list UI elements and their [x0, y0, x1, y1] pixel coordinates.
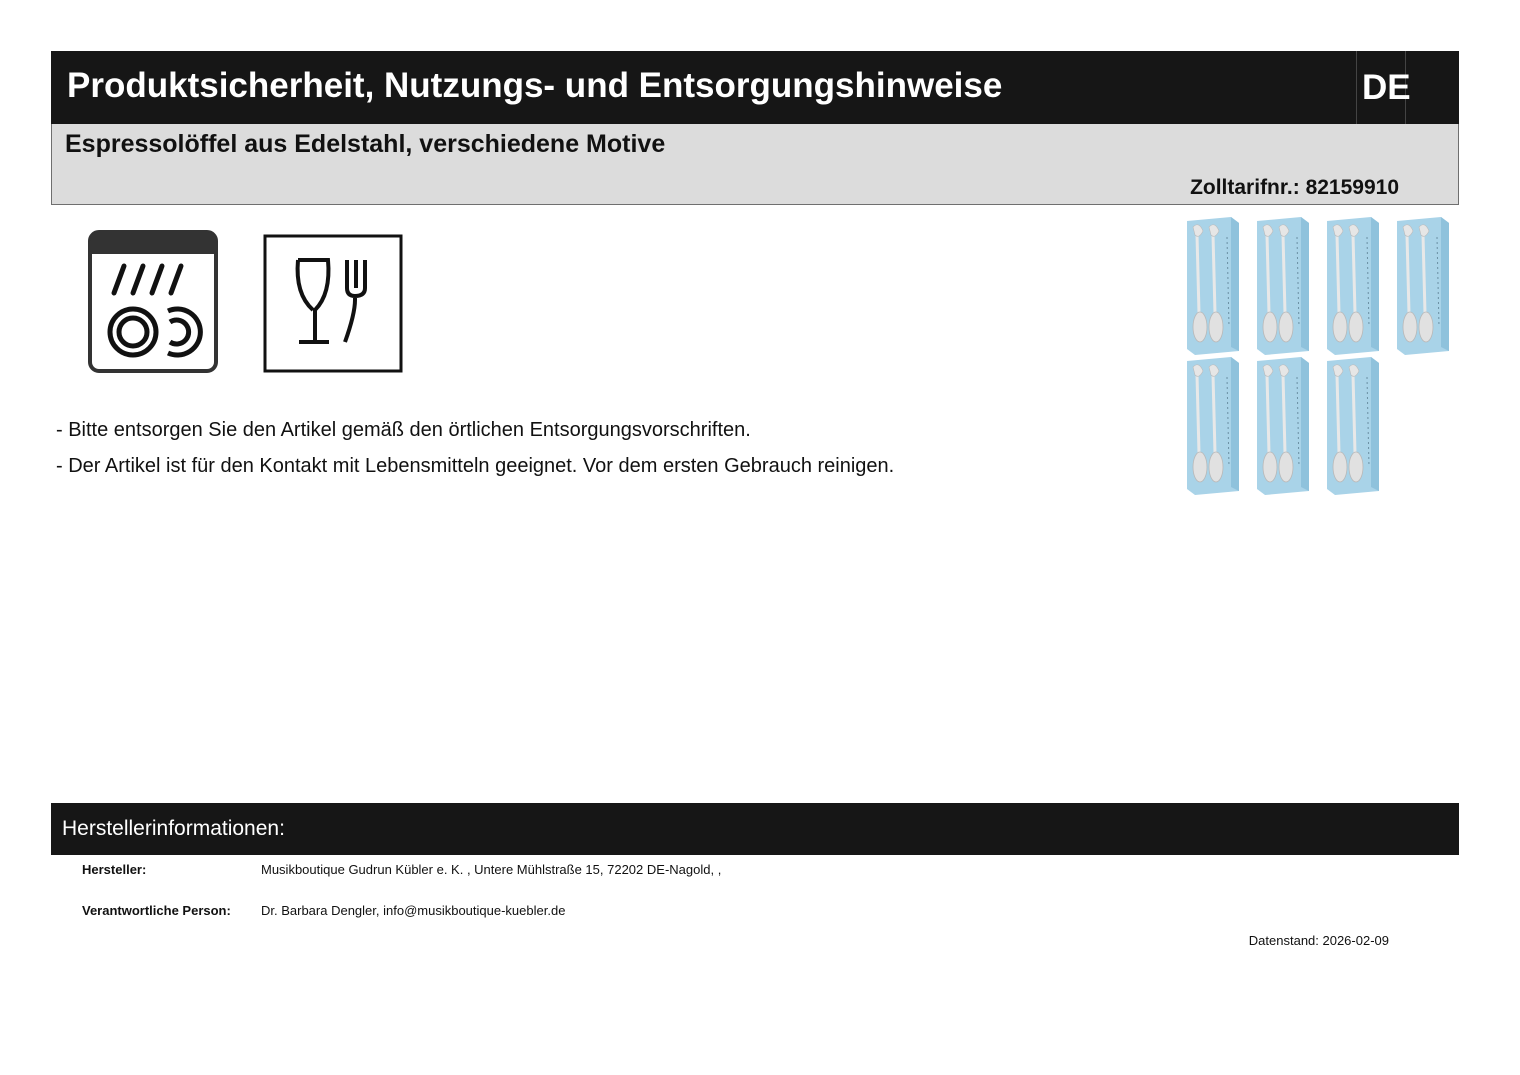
note-food-contact: - Der Artikel ist für den Kontakt mit Lebensmitteln geeignet. Vor dem ersten Gebrauch reinigen.: [56, 455, 895, 477]
product-header: [51, 124, 1459, 205]
product-box-image: [1323, 217, 1381, 355]
product-box-image: [1253, 217, 1311, 355]
product-box-image: [1253, 357, 1311, 495]
product-box-image: [1183, 357, 1241, 495]
manufacturer-value: Musikboutique Gudrun Kübler e. K. , Untere Mühlstraße 15, 72202 DE-Nagold, ,: [261, 862, 722, 877]
manufacturer-header: [51, 803, 1459, 855]
responsible-person-value: Dr. Barbara Dengler, info@musikboutique-kuebler.de: [261, 903, 566, 918]
responsible-person-label: Verantwortliche Person:: [82, 903, 231, 918]
manufacturer-section-title: Herstellerinformationen:: [62, 817, 285, 840]
food-safe-icon: [263, 234, 403, 373]
page-title: Produktsicherheit, Nutzungs- und Entsorgungshinweise: [67, 66, 1003, 105]
product-name: Espressolöffel aus Edelstahl, verschiedene Motive: [65, 130, 666, 158]
product-box-image: [1393, 217, 1451, 355]
product-image-gallery: [1183, 217, 1455, 497]
usage-notes: [56, 412, 894, 484]
product-box-image: [1323, 357, 1381, 495]
manufacturer-label: Hersteller:: [82, 862, 147, 877]
data-date: Datenstand: 2026-02-09: [1248, 933, 1389, 948]
product-box-image: [1183, 217, 1241, 355]
document-header: [51, 51, 1459, 124]
tariff-number: Zolltarifnr.: 82159910: [1190, 176, 1399, 199]
dishwasher-safe-icon: [88, 230, 218, 373]
note-disposal: - Bitte entsorgen Sie den Artikel gemäß den örtlichen Entsorgungsvorschriften.: [56, 419, 751, 441]
language-code: DE: [1356, 51, 1406, 124]
